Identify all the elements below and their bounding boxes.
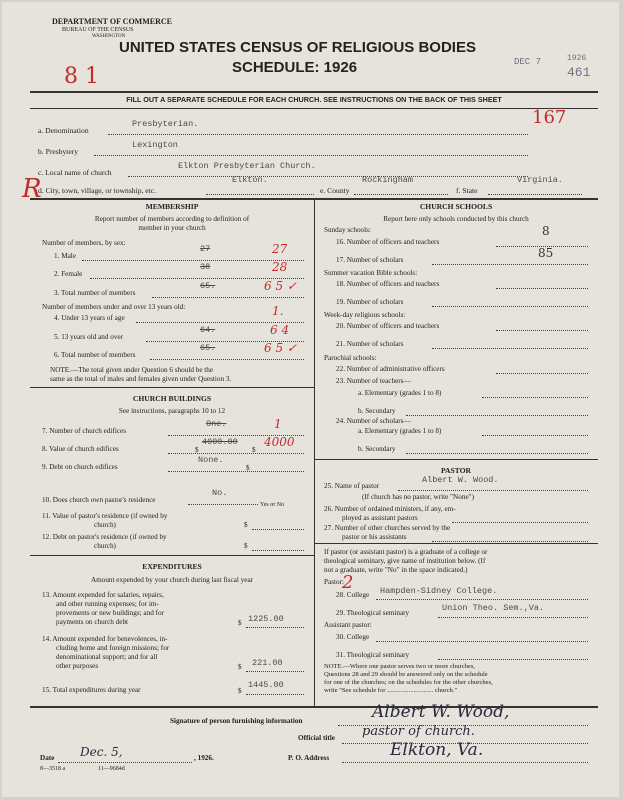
q7-edifices-typed: One.: [206, 419, 227, 429]
signature-label: Signature of person furnishing information: [170, 717, 303, 725]
q23b-label: b. Secondary: [358, 407, 396, 415]
q10-line: [188, 504, 258, 505]
pastor-rule-top: [314, 459, 598, 460]
schools-heading: CHURCH SCHOOLS: [419, 202, 493, 211]
pastor-heading: PASTOR: [440, 466, 472, 475]
weekday-schools-label: Week-day religious schools:: [324, 311, 406, 319]
summer-schools-label: Summer vacation Bible schools:: [324, 269, 418, 277]
form-title: UNITED STATES CENSUS OF RELIGIOUS BODIES: [119, 39, 476, 56]
header-rule-bottom: [30, 108, 598, 109]
county-line: [354, 194, 448, 195]
q23b-line: [406, 415, 588, 416]
q10-residence-typed: No.: [212, 488, 228, 498]
q25-note: (If church has no pastor, write "None"): [362, 493, 474, 501]
q13-line: [246, 627, 304, 628]
q24-label: 24. Number of scholars—: [336, 417, 411, 425]
q14-typed: 221.00: [252, 658, 283, 668]
q22-line: [496, 373, 588, 374]
q23a-line: [482, 397, 588, 398]
q26-label-2: ployed as assistant pastors: [342, 514, 418, 522]
q15-line: [246, 694, 304, 695]
q3-total-label: 3. Total number of members: [54, 289, 136, 297]
received-stamp-year: 1926: [567, 54, 587, 63]
pastor-note-3: for one of the churches; on the schedules for the other churches,: [324, 679, 493, 686]
state-value: Virginia.: [517, 175, 563, 185]
yes-no-label: Yes or No: [260, 502, 285, 508]
q13-label-3: provements or new buildings; and for: [56, 609, 164, 617]
q27-line: [432, 541, 588, 542]
q28-line: [376, 599, 588, 600]
q19-label: 19. Number of scholars: [336, 298, 404, 306]
q11-dollar-sign: $: [244, 521, 248, 529]
city-line: [206, 194, 314, 195]
city-label: d. City, town, village, or township, etc.: [38, 186, 157, 195]
q24b-line: [406, 453, 588, 454]
q8-value-label: 8. Value of church edifices: [42, 445, 119, 453]
q2-female-label: 2. Female: [54, 270, 83, 278]
q31-line: [438, 659, 588, 660]
buildings-rule-top: [30, 387, 314, 388]
q19-line: [432, 306, 588, 307]
handwritten-81: 8 1: [64, 64, 99, 89]
q13-label-1: 13. Amount expended for salaries, repairs,: [42, 591, 164, 599]
q20-line: [496, 330, 588, 331]
pastor-sub-label: Pastor:: [324, 578, 344, 586]
department-label: DEPARTMENT OF COMMERCE: [52, 17, 173, 26]
q15-dollar-sign: $: [238, 687, 242, 695]
q5-over-13-hand: 6 4: [270, 323, 290, 337]
q24a-label: a. Elementary (grades 1 to 8): [358, 427, 442, 435]
q1-male-typed: 27: [200, 244, 211, 254]
q30-line: [376, 641, 588, 642]
q8-value-typed: 4000.00: [202, 437, 238, 447]
state-label: f. State: [456, 186, 478, 195]
handwritten-r: R: [22, 174, 42, 204]
date-label: Date: [40, 754, 55, 762]
form-number: 8—3518 a: [40, 766, 66, 772]
q30-label: 30. College: [336, 633, 370, 641]
q23-label: 23. Number of teachers—: [336, 377, 411, 385]
q16-label: 16. Number of officers and teachers: [336, 238, 440, 246]
q1-male-label: 1. Male: [54, 252, 76, 260]
graduate-text-2: theological seminary, give name of institution below. (If: [324, 557, 486, 565]
received-stamp-date: DEC 7: [514, 57, 542, 67]
q23a-label: a. Elementary (grades 1 to 8): [358, 389, 442, 397]
q14-label-4: other purposes: [56, 662, 99, 670]
expenditures-heading: EXPENDITURES: [142, 562, 202, 571]
presbytery-value: Lexington: [132, 140, 178, 150]
census-form: [2, 2, 619, 797]
handwritten-2: 2: [342, 572, 354, 593]
q8-value-hand: 4000: [264, 435, 295, 449]
graduate-rule-top: [314, 543, 598, 544]
q13-label-4: payments on church debt: [56, 618, 129, 626]
q11-label-2: church): [94, 521, 116, 529]
q21-line: [432, 348, 588, 349]
signature-value: Albert W. Wood,: [372, 702, 510, 722]
q17-hand: 85: [538, 246, 554, 260]
q24a-line: [482, 435, 588, 436]
schedule-title: SCHEDULE: 1926: [232, 59, 358, 76]
q28-typed: Hampden-Sidney College.: [380, 586, 498, 596]
pastor-note-2: Questions 28 and 29 should be answered only on the schedule: [324, 671, 488, 678]
q3-total-hand: 6 5 ✓: [264, 279, 297, 293]
date-value: Dec. 5,: [80, 745, 123, 759]
print-number: 11—9684d: [98, 766, 125, 772]
q21-label: 21. Number of scholars: [336, 340, 404, 348]
church-name-line: [128, 176, 528, 177]
q13-typed: 1225.00: [248, 614, 284, 624]
q3-total-typed: 65.: [200, 281, 216, 291]
membership-note-1: NOTE.—The total given under Question 6 should be the: [50, 366, 214, 374]
q29-label: 29. Theological seminary: [336, 609, 410, 617]
q16-hand: 8: [542, 224, 550, 238]
q14-label-3: denominational support; and for all: [56, 653, 158, 661]
q6-line: [150, 359, 304, 360]
q9-dollar-sign: $: [246, 464, 250, 472]
official-title-label: Official title: [298, 734, 335, 742]
q13-label-2: and other running expenses; for im-: [56, 600, 159, 608]
q14-label-1: 14. Amount expended for benevolences, in-: [42, 635, 168, 643]
bureau-label: BUREAU OF THE CENSUS: [62, 27, 134, 33]
header-rule-top: [30, 91, 598, 93]
q14-dollar-sign: $: [238, 663, 242, 671]
q18-label: 18. Number of officers and teachers: [336, 280, 440, 288]
date-year: , 1926.: [194, 754, 214, 762]
q26-line: [452, 522, 588, 523]
members-by-sex-label: Number of members, by sex:: [42, 239, 126, 247]
q1-line: [82, 260, 304, 261]
received-stamp-number: 461: [567, 65, 591, 80]
q2-female-typed: 38: [200, 262, 211, 272]
po-address-line: [342, 762, 588, 763]
expenditures-rule-top: [30, 555, 314, 556]
q27-label-1: 27. Number of other churches served by the: [324, 524, 451, 532]
instruction-line: FILL OUT A SEPARATE SCHEDULE FOR EACH CHURCH. SEE INSTRUCTIONS ON THE BACK OF THIS SHEET: [126, 95, 502, 104]
q22-label: 22. Number of administrative officers: [336, 365, 445, 373]
q15-typed: 1445.00: [248, 680, 284, 690]
denomination-line: [108, 134, 528, 135]
county-value: Rockingham: [362, 175, 414, 185]
q6-total-label: 6. Total number of members: [54, 351, 136, 359]
buildings-subheading: See instructions, paragraphs 10 to 12: [118, 407, 226, 415]
q29-typed: Union Theo. Sem.,Va.: [442, 603, 545, 613]
q12-label-1: 12. Debt on pastor's residence (if owned by: [42, 533, 167, 541]
po-address-label: P. O. Address: [288, 754, 330, 762]
membership-heading: MEMBERSHIP: [145, 202, 199, 211]
q25-label: 25. Name of pastor: [324, 482, 380, 490]
q25-line: [398, 490, 588, 491]
q27-label-2: pastor or his assistants: [342, 533, 407, 541]
graduate-text-1: If pastor (or assistant pastor) is a graduate of a college or: [324, 548, 488, 556]
q11-label-1: 11. Value of pastor's residence (if owned by: [42, 512, 168, 520]
buildings-heading: CHURCH BUILDINGS: [132, 394, 212, 403]
church-name-value: Elkton Presbyterian Church.: [178, 161, 316, 171]
q18-line: [496, 288, 588, 289]
q13-dollar-sign: $: [238, 619, 242, 627]
q7-edifices-label: 7. Number of church edifices: [42, 427, 127, 435]
q9-debt-label: 9. Debt on church edifices: [42, 463, 118, 471]
q24b-label: b. Secondary: [358, 445, 396, 453]
official-title-value: pastor of church.: [362, 724, 475, 739]
city-value: Elkton.: [232, 175, 268, 185]
denomination-label: a. Denomination: [38, 126, 89, 135]
schools-subheading: Report here only schools conducted by this church: [383, 215, 529, 223]
q12-label-2: church): [94, 542, 116, 550]
sunday-schools-label: Sunday schools:: [324, 226, 371, 234]
q31-label: 31. Theological seminary: [336, 651, 410, 659]
pastor-note-4: write "See schedule for ............................ church.": [324, 687, 458, 694]
expenditures-subheading: Amount expended by your church during last fiscal year: [90, 576, 254, 584]
q6-total-typed: 65.: [200, 343, 216, 353]
q8-dollar-sign-2: $: [252, 446, 256, 454]
membership-note-2: same as the total of males and females given under Question 3.: [50, 375, 232, 383]
q12-dollar-sign: $: [244, 542, 248, 550]
column-divider: [314, 198, 315, 706]
q25-typed: Albert W. Wood.: [422, 475, 499, 485]
washington-label: WASHINGTON: [92, 34, 126, 39]
q8-line: [168, 453, 304, 454]
main-grid-bottom: [30, 706, 598, 708]
q17-line: [432, 264, 588, 265]
q7-edifices-hand: 1: [274, 417, 282, 431]
po-address-value: Elkton, Va.: [390, 740, 484, 760]
presbytery-label: b. Presbytery: [38, 147, 79, 156]
q9-debt-typed: None.: [198, 455, 224, 465]
q29-line: [438, 617, 588, 618]
state-line: [488, 194, 582, 195]
membership-intro-2: member in your church: [138, 224, 206, 232]
q3-line: [152, 297, 304, 298]
q17-label: 17. Number of scholars: [336, 256, 404, 264]
assistant-pastor-label: Assistant pastor:: [324, 621, 372, 629]
q11-line: [252, 529, 304, 530]
presbytery-line: [94, 155, 528, 156]
q5-over-13-typed: 64.: [200, 325, 216, 335]
q5-over-13-label: 5. 13 years old and over: [54, 333, 124, 341]
church-name-label: c. Local name of church: [38, 168, 112, 177]
q26-label-1: 26. Number of ordained ministers, if any, em-: [324, 505, 456, 513]
q4-under-13-label: 4. Under 13 years of age: [54, 314, 125, 322]
graduate-text-3: not a graduate, write "No" in the space indicated.): [324, 566, 468, 574]
pastor-note-1: NOTE.—Where one pastor serves two or more churches,: [324, 663, 476, 670]
q20-label: 20. Number of officers and teachers: [336, 322, 440, 330]
county-label: e. County: [320, 186, 350, 195]
parochial-schools-label: Parochial schools:: [324, 354, 377, 362]
q12-line: [252, 550, 304, 551]
membership-intro-1: Report number of members according to definition of: [94, 215, 250, 223]
q2-female-hand: 28: [272, 260, 288, 274]
handwritten-167: 167: [532, 107, 567, 128]
denomination-value: Presbyterian.: [132, 119, 199, 129]
q1-male-hand: 27: [272, 242, 288, 256]
q15-label: 15. Total expenditures during year: [42, 686, 141, 694]
q14-line: [246, 671, 304, 672]
q8-dollar-sign: $: [195, 446, 199, 454]
under-over-label: Number of members under and over 13 years old:: [42, 303, 186, 311]
q14-label-2: cluding home and foreign missions; for: [56, 644, 170, 652]
q4-under-13-hand: 1.: [272, 304, 284, 318]
q6-total-hand: 6 5 ✓: [264, 341, 297, 355]
q10-residence-label: 10. Does church own pastor's residence: [42, 496, 156, 504]
q28-label: 28. College: [336, 591, 370, 599]
date-line: [58, 762, 192, 763]
q9-line: [168, 471, 304, 472]
